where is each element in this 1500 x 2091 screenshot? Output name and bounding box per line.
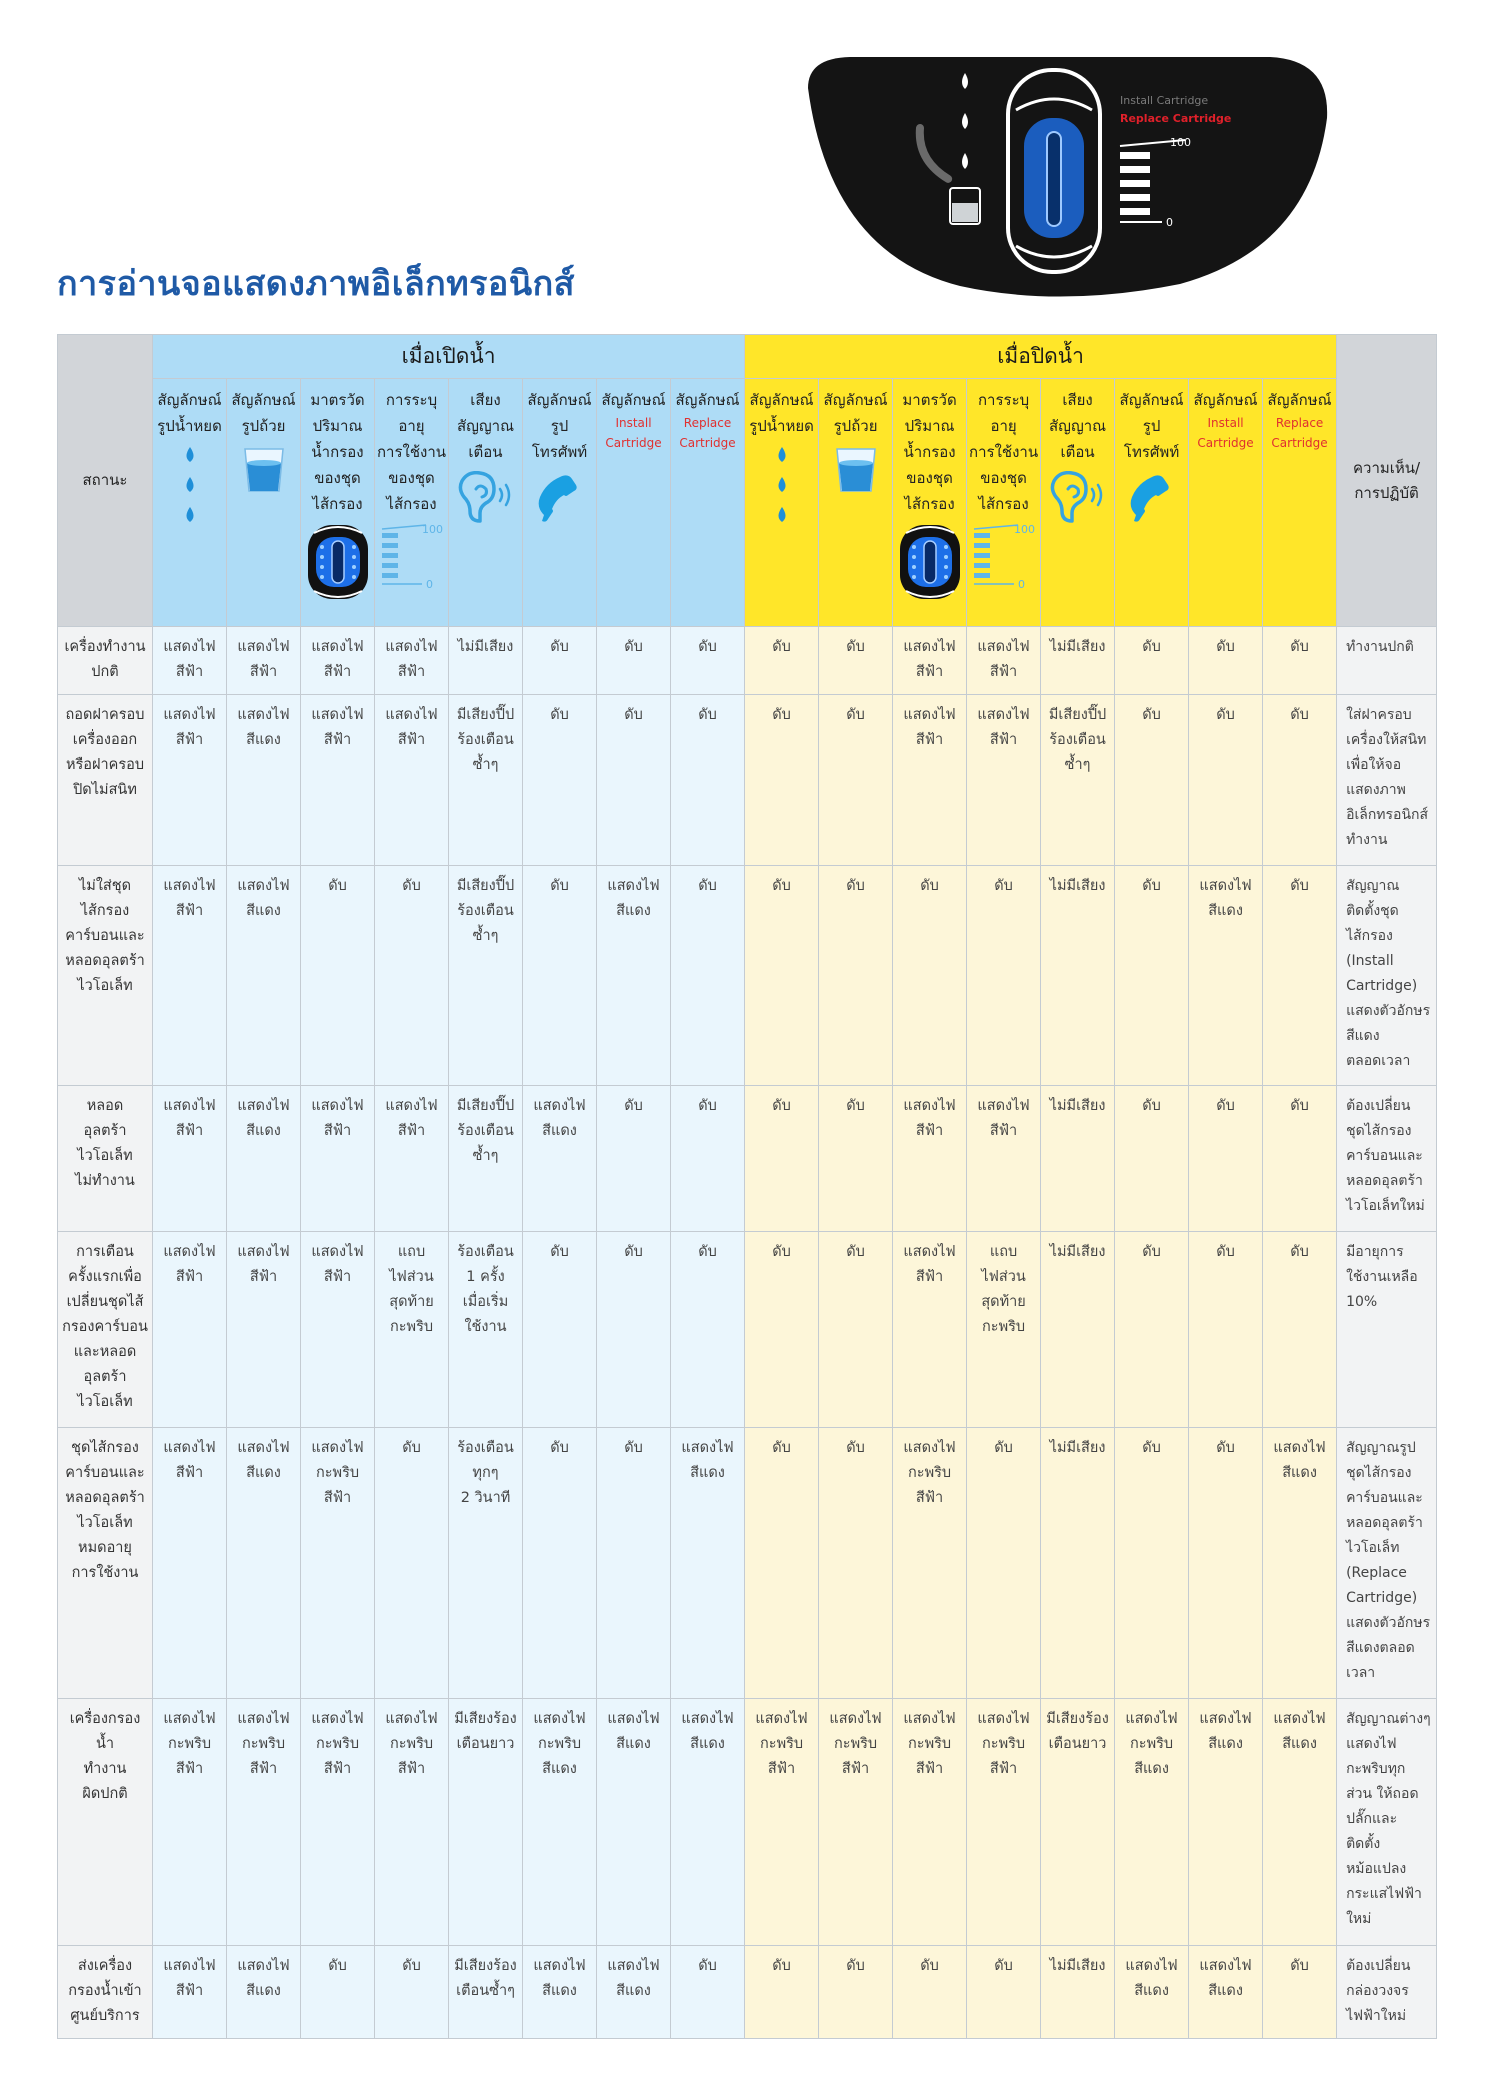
cartridge-sign-label: Install Cartridge [1197,416,1254,450]
closed-water-cell: แสดงไฟ กะพริบ สีฟ้า [745,1699,819,1946]
open-water-cell: แสดงไฟ สีฟ้า [227,627,301,695]
column-label: สัญลักษณ์ รูปถ้วย [823,391,888,435]
status-cell: หลอด อุลตร้า ไวโอเล็ท ไม่ทำงาน [58,1086,153,1232]
closed-water-cell: ดับ [1263,865,1337,1085]
closed-water-cell: ดับ [1189,1231,1263,1427]
open-water-cell: แสดงไฟ สีแดง [227,1428,301,1699]
table-row [58,627,1437,695]
open-water-cell: แสดงไฟ สีฟ้า [153,1428,227,1699]
droplets-icon [153,445,226,525]
group-header-closed: เมื่อปิดน้ำ [745,335,1337,379]
open-water-cell: ดับ [671,1945,745,2038]
open-water-cell: แสดงไฟ สีแดง [671,1428,745,1699]
closed-water-cell: ดับ [819,1231,893,1427]
cartridge-sign-label: Install Cartridge [605,416,662,450]
comment-cell: สัญญาณต่างๆ แสดงไฟ กะพริบทุก ส่วน ให้ถอด ปลั๊กและ ติดตั้ง หม้อแปลง กระแสไฟฟ้า ใหม่ [1337,1699,1437,1946]
page-title: การอ่านจอแสดงภาพอิเล็กทรอนิกส์ [57,264,575,304]
open-water-cell: ร้องเตือน ทุกๆ 2 วินาที [449,1428,523,1699]
column-label: สัญลักษณ์ รูปถ้วย [231,391,296,435]
column-header-open-5 [449,379,523,627]
panel-gauge-bottom: 0 [1166,216,1173,229]
closed-water-cell: แสดงไฟ สีฟ้า [967,694,1041,865]
panel-install-text: Install Cartridge [1120,94,1209,107]
open-water-cell: แสดงไฟ สีแดง [597,1945,671,2038]
life-bars-icon [967,523,1040,589]
open-water-cell: แสดงไฟ สีฟ้า [375,1086,449,1232]
open-water-cell: แสดงไฟ สีฟ้า [375,627,449,695]
closed-water-cell: ดับ [893,865,967,1085]
closed-water-cell: แสดงไฟ สีฟ้า [893,1086,967,1232]
ear-icon [1041,471,1114,523]
open-water-cell: แสดงไฟ กะพริบ สีฟ้า [153,1699,227,1946]
open-water-cell: ดับ [375,1945,449,2038]
life-bars-icon [375,523,448,589]
comment-header: ความเห็น/ การปฏิบัติ [1337,335,1437,627]
open-water-cell: แสดงไฟ สีฟ้า [227,1231,301,1427]
open-water-cell: ดับ [597,1428,671,1699]
closed-water-cell: ดับ [1189,694,1263,865]
status-cell: ชุดไส้กรอง คาร์บอนและ หลอดอุลตร้า ไวโอเล็ท หมดอายุ การใช้งาน [58,1428,153,1699]
open-water-cell: มีเสียงปี๊ป ร้องเตือน ซ้ำๆ [449,1086,523,1232]
display-panel-image [790,48,1330,304]
phone-icon [1115,471,1188,523]
closed-water-cell: ดับ [1115,865,1189,1085]
closed-water-cell: ดับ [1263,1231,1337,1427]
cartridge-sign-label: Replace Cartridge [679,416,736,450]
column-header-open-1 [153,379,227,627]
open-water-cell: แสดงไฟ กะพริบ สีฟ้า [227,1699,301,1946]
column-label: สัญลักษณ์ รูป โทรศัพท์ [527,391,592,461]
column-label: เสียง สัญญาณ เตือน [1049,391,1107,461]
column-label: มาตรวัด ปริมาณ น้ำกรอง ของชุด ไส้กรอง [902,391,957,513]
open-water-cell: ดับ [301,865,375,1085]
open-water-cell: แสดงไฟ สีแดง [227,1945,301,2038]
comment-cell: ใส่ฝาครอบ เครื่องให้สนิท เพื่อให้จอ แสดงภาพ อิเล็กทรอนิกส์ ทำงาน [1337,694,1437,865]
closed-water-cell: ไม่มีเสียง [1041,627,1115,695]
closed-water-cell: ดับ [745,1428,819,1699]
closed-water-cell: ดับ [745,1231,819,1427]
closed-water-cell: ดับ [819,865,893,1085]
column-label: สัญลักษณ์ รูป โทรศัพท์ [1119,391,1184,461]
closed-water-cell: ดับ [745,627,819,695]
open-water-cell: แสดงไฟ สีฟ้า [153,627,227,695]
closed-water-cell: แสดงไฟ สีฟ้า [967,1086,1041,1232]
comment-cell: สัญญาณรูป ชุดไส้กรอง คาร์บอนและ หลอดอุลตร้า ไวโอเล็ท (Replace Cartridge) แสดงตัวอักษร สีแดงตลอด เวลา [1337,1428,1437,1699]
status-cell: เครื่องทำงาน ปกติ [58,627,153,695]
closed-water-cell: แสดงไฟ สีฟ้า [893,1231,967,1427]
closed-water-cell: แสดงไฟ สีแดง [1189,865,1263,1085]
column-label: เสียง สัญญาณ เตือน [456,391,515,461]
closed-water-cell: แสดงไฟ กะพริบ สีแดง [1115,1699,1189,1946]
table-row [58,1945,1437,2038]
closed-water-cell: แสดงไฟ สีแดง [1263,1428,1337,1699]
life-gauge-top: 100 [421,523,443,536]
column-label: สัญลักษณ์ [1193,391,1258,409]
comment-cell: ทำงานปกติ [1337,627,1437,695]
table-row [58,1428,1437,1699]
open-water-cell: มีเสียงปี๊ป ร้องเตือน ซ้ำๆ [449,865,523,1085]
open-water-cell: มีเสียงปี๊ป ร้องเตือน ซ้ำๆ [449,694,523,865]
column-header-closed-2 [819,379,893,627]
open-water-cell: ดับ [523,1231,597,1427]
open-water-cell: แสดงไฟ สีแดง [227,865,301,1085]
closed-water-cell: แสดงไฟ สีแดง [1189,1699,1263,1946]
closed-water-cell: ดับ [1189,627,1263,695]
life-gauge-bottom: 0 [425,578,433,589]
open-water-cell: แสดงไฟ สีฟ้า [301,1231,375,1427]
column-label: สัญลักษณ์ [675,391,740,409]
cartridge-sign-label: Replace Cartridge [1271,416,1328,450]
open-water-cell: แสดงไฟ สีแดง [227,1086,301,1232]
table-row [58,1699,1437,1946]
open-water-cell: ดับ [523,865,597,1085]
open-water-cell: ดับ [301,1945,375,2038]
column-header-open-4 [375,379,449,627]
open-water-cell: ดับ [375,865,449,1085]
open-water-cell: ดับ [597,1231,671,1427]
closed-water-cell: แสดงไฟ กะพริบ สีฟ้า [893,1699,967,1946]
filter-meter-icon [301,523,374,601]
status-cell: เครื่องกรองน้ำ ทำงาน ผิดปกติ [58,1699,153,1946]
droplets-icon [745,445,818,525]
open-water-cell: แสดงไฟ สีฟ้า [153,1231,227,1427]
closed-water-cell: แสดงไฟ สีแดง [1189,1945,1263,2038]
closed-water-cell: ดับ [1115,1086,1189,1232]
closed-water-cell: ดับ [745,865,819,1085]
closed-water-cell: แสดงไฟ สีแดง [1115,1945,1189,2038]
column-header-closed-3 [893,379,967,627]
column-header-open-6 [523,379,597,627]
open-water-cell: ดับ [671,1231,745,1427]
open-water-cell: แสดงไฟ กะพริบ สีแดง [523,1699,597,1946]
closed-water-cell: ดับ [1115,694,1189,865]
closed-water-cell: ดับ [1263,1086,1337,1232]
closed-water-cell: มีเสียงปี๊ป ร้องเตือน ซ้ำๆ [1041,694,1115,865]
open-water-cell: ร้องเตือน 1 ครั้ง เมื่อเริ่ม ใช้งาน [449,1231,523,1427]
closed-water-cell: ดับ [1263,1945,1337,2038]
column-label: สัญลักษณ์ รูปน้ำหยด [157,391,222,435]
column-header-closed-4 [967,379,1041,627]
table-row [58,694,1437,865]
panel-replace-text: Replace Cartridge [1120,112,1232,125]
closed-water-cell: ไม่มีเสียง [1041,1945,1115,2038]
filter-meter-icon [893,523,966,601]
open-water-cell: แสดงไฟ กะพริบ สีฟ้า [301,1699,375,1946]
closed-water-cell: ดับ [819,627,893,695]
open-water-cell: แสดงไฟ สีแดง [597,1699,671,1946]
open-water-cell: แสดงไฟ สีแดง [597,865,671,1085]
closed-water-cell: แสดงไฟ สีฟ้า [893,627,967,695]
cup-icon [819,445,892,493]
column-label: การระบุ อายุ การใช้งาน ของชุด ไส้กรอง [376,391,447,513]
column-header-closed-1 [745,379,819,627]
open-water-cell: แสดงไฟ สีฟ้า [153,1945,227,2038]
closed-water-cell: แสดงไฟ กะพริบ สีฟ้า [893,1428,967,1699]
life-gauge-bottom: 0 [1017,578,1025,589]
comment-cell: มีอายุการ ใช้งานเหลือ 10% [1337,1231,1437,1427]
closed-water-cell: แถบ ไฟส่วน สุดท้าย กะพริบ [967,1231,1041,1427]
open-water-cell: ดับ [523,627,597,695]
table-row [58,1086,1437,1232]
closed-water-cell: ดับ [1189,1428,1263,1699]
closed-water-cell: ดับ [745,1945,819,2038]
open-water-cell: ดับ [671,1086,745,1232]
open-water-cell: ดับ [523,1428,597,1699]
closed-water-cell: แสดงไฟ สีฟ้า [967,627,1041,695]
open-water-cell: ดับ [375,1428,449,1699]
status-header: สถานะ [58,335,153,627]
column-label: สัญลักษณ์ [1267,391,1332,409]
closed-water-cell: ไม่มีเสียง [1041,1086,1115,1232]
open-water-cell: แสดงไฟ สีแดง [523,1086,597,1232]
open-water-cell: แสดงไฟ สีฟ้า [153,1086,227,1232]
closed-water-cell: ดับ [893,1945,967,2038]
open-water-cell: แสดงไฟ สีแดง [227,694,301,865]
column-header-open-7 [597,379,671,627]
open-water-cell: แสดงไฟ สีฟ้า [153,694,227,865]
closed-water-cell: แสดงไฟ กะพริบ สีฟ้า [967,1699,1041,1946]
open-water-cell: ไม่มีเสียง [449,627,523,695]
open-water-cell: แสดงไฟ สีฟ้า [301,694,375,865]
closed-water-cell: ไม่มีเสียง [1041,1428,1115,1699]
open-water-cell: ดับ [597,694,671,865]
life-gauge-top: 100 [1013,523,1035,536]
closed-water-cell: ดับ [819,694,893,865]
open-water-cell: แสดงไฟ สีฟ้า [375,694,449,865]
comment-cell: ต้องเปลี่ยน ชุดไส้กรอง คาร์บอนและ หลอดอุลตร้า ไวโอเล็ทใหม่ [1337,1086,1437,1232]
closed-water-cell: แสดงไฟ สีฟ้า [893,694,967,865]
closed-water-cell: ดับ [1115,1428,1189,1699]
closed-water-cell: ดับ [819,1086,893,1232]
group-header-open: เมื่อเปิดน้ำ [153,335,745,379]
open-water-cell: มีเสียงร้อง เตือนยาว [449,1699,523,1946]
open-water-cell: แสดงไฟ สีแดง [523,1945,597,2038]
open-water-cell: แสดงไฟ สีฟ้า [301,627,375,695]
open-water-cell: แสดงไฟ สีฟ้า [153,865,227,1085]
table-row [58,865,1437,1085]
closed-water-cell: ดับ [967,865,1041,1085]
column-header-closed-7 [1189,379,1263,627]
open-water-cell: ดับ [671,627,745,695]
open-water-cell: ดับ [597,627,671,695]
closed-water-cell: ดับ [967,1428,1041,1699]
phone-icon [523,471,596,523]
column-header-open-2 [227,379,301,627]
closed-water-cell: ไม่มีเสียง [1041,1231,1115,1427]
open-water-cell: แสดงไฟ สีแดง [671,1699,745,1946]
open-water-cell: แถบ ไฟส่วน สุดท้าย กะพริบ [375,1231,449,1427]
column-header-closed-5 [1041,379,1115,627]
ear-icon [449,471,522,523]
closed-water-cell: ดับ [745,694,819,865]
closed-water-cell: ไม่มีเสียง [1041,865,1115,1085]
status-cell: การเตือน ครั้งแรกเพื่อ เปลี่ยนชุดไส้ กรองคาร์บอน และหลอด อุลตร้า ไวโอเล็ท [58,1231,153,1427]
column-header-open-3 [301,379,375,627]
status-cell: ไม่ใส่ชุด ไส้กรอง คาร์บอนและ หลอดอุลตร้า ไวโอเล็ท [58,865,153,1085]
open-water-cell: ดับ [523,694,597,865]
column-label: มาตรวัด ปริมาณ น้ำกรอง ของชุด ไส้กรอง [310,391,365,513]
closed-water-cell: ดับ [745,1086,819,1232]
open-water-cell: ดับ [671,865,745,1085]
column-label: สัญลักษณ์ [601,391,666,409]
open-water-cell: ดับ [671,694,745,865]
cup-icon [227,445,300,493]
open-water-cell: มีเสียงร้อง เตือนซ้ำๆ [449,1945,523,2038]
open-water-cell: ดับ [597,1086,671,1232]
column-header-closed-6 [1115,379,1189,627]
comment-cell: สัญญาณ ติดตั้งชุด ไส้กรอง (Install Cartridge) แสดงตัวอักษร สีแดง ตลอดเวลา [1337,865,1437,1085]
column-header-closed-8 [1263,379,1337,627]
table-row [58,1231,1437,1427]
column-label: สัญลักษณ์ รูปน้ำหยด [749,391,814,435]
column-label: การระบุ อายุ การใช้งาน ของชุด ไส้กรอง [969,391,1039,513]
closed-water-cell: ดับ [1115,627,1189,695]
open-water-cell: แสดงไฟ สีฟ้า [301,1086,375,1232]
closed-water-cell: ดับ [1115,1231,1189,1427]
closed-water-cell: มีเสียงร้อง เตือนยาว [1041,1699,1115,1946]
column-header-open-8 [671,379,745,627]
closed-water-cell: ดับ [967,1945,1041,2038]
comment-cell: ต้องเปลี่ยน กล่องวงจร ไฟฟ้าใหม่ [1337,1945,1437,2038]
status-cell: ถอดฝาครอบ เครื่องออก หรือฝาครอบ ปิดไม่สนิท [58,694,153,865]
closed-water-cell: ดับ [1189,1086,1263,1232]
closed-water-cell: แสดงไฟ กะพริบ สีฟ้า [819,1699,893,1946]
status-table [57,334,1437,2039]
open-water-cell: แสดงไฟ กะพริบ สีฟ้า [301,1428,375,1699]
panel-gauge-top: 100 [1170,136,1191,149]
status-cell: ส่งเครื่อง กรองน้ำเข้า ศูนย์บริการ [58,1945,153,2038]
closed-water-cell: ดับ [1263,627,1337,695]
closed-water-cell: ดับ [1263,694,1337,865]
closed-water-cell: ดับ [819,1945,893,2038]
open-water-cell: แสดงไฟ กะพริบ สีฟ้า [375,1699,449,1946]
closed-water-cell: ดับ [819,1428,893,1699]
closed-water-cell: แสดงไฟ สีแดง [1263,1699,1337,1946]
